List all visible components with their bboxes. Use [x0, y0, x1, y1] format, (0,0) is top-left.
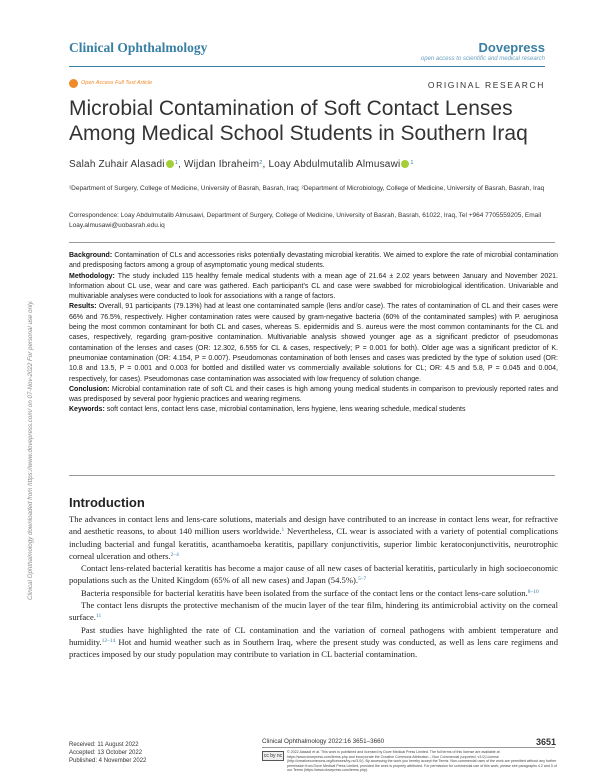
paragraph-text: Nevertheless, CL wear is associated with a variety of potential complications including bacterial and fungal keratitis, acanthamoeba keratitis, papillary conjunctivitis, superior limbic keratoconjunctivitis, neurotrophic corneal ulceration and others.	[69, 526, 558, 561]
correspondence: Correspondence: Loay Abdulmutalib Almusawi, Department of Surgery, College of Medicine, University of Basrah, Basrah, 61022, Iraq, Tel +964 7705559205, Email Loay.almusawi@uobasrah.edu.iq	[69, 212, 542, 229]
affiliation-ref: 1	[174, 160, 178, 166]
published-date: Published: 4 November 2022	[69, 757, 147, 764]
abstract-text: The study included 115 healthy female medical students with a mean age of 21.64 ± 2.02 years between January and November 2021. Information about CL use, wear and care was gathered. Each participant's CL and case were swabbed for microbiological identification. Univariable and multivariable analyses were conducted to look for associations with a range of factors.	[69, 272, 558, 301]
author-list: Salah Zuhair Alasadi $^1$, Wijdan Ibraheim$^2$, Loay Abdulmutalib Almusawi $^1$	[69, 159, 414, 170]
paragraph-text: Contact lens-related bacterial keratitis has become a major cause of all new cases of bacterial keratitis, particularly in high socioeconomic populations such as the United Kingdom (65% of all new cases) and Japan (54.5%).	[69, 563, 558, 586]
paragraph-text: Hot and humid weather such as in Southern Iraq, where the present study was conducted, as well as lens care regimens and practices imposed by our study population may contribute to variation in CL bacterial contamination.	[69, 636, 558, 660]
abstract-background	[69, 251, 558, 272]
license-text: © 2022 Alasadi et al. This work is published and licensed by Dove Medical Press Limited. The full terms of this license are available at https://www.dovepress.com/terms.php and incorporate the Creative Commons Attribution – Non Commercial (unported, v3.0) License (http://creativecommons.org/licenses/by-nc/3.0/). By accessing the work you hereby accept the Terms. Non-commercial uses of the work are permitted without any further permission from Dove Medical Press Limited, provided the work is properly attributed. For permission for commercial use of this work, please see paragraphs 4.2 and 5 of our Terms (https://www.dovepress.com/terms.php).	[287, 750, 557, 773]
affiliation-ref: 1	[410, 160, 414, 166]
abstract-bottom-rule	[69, 475, 555, 476]
abstract-top-rule	[69, 242, 555, 243]
abstract-text: Microbial contamination rate of soft CL and their cases is high among young medical students in comparison to previously reported rates and was predisposed by several poor hygienic practices and wearing regimens.	[69, 385, 558, 404]
cc-license-icon[interactable]: cc by nc	[263, 753, 283, 759]
publisher-tagline: open access to scientific and medical research	[420, 56, 545, 62]
paragraph-text: The advances in contact lens and lens-care solutions, materials and design have contributed to an increase in contact lens wear, for refractive and aesthetic reasons, to about 140 million users worldwide.	[69, 514, 558, 537]
paragraph-text: The contact lens disrupts the protective mechanism of the mucin layer of the tear film, hindering its antimicrobial activity on the corneal surface.	[69, 600, 558, 623]
citation-ref[interactable]: 8–10	[527, 588, 539, 595]
affiliations: ¹Department of Surgery, College of Medicine, University of Basrah, Basrah, Iraq; ²Department of Microbiology, College of Medicine, University of Basrah, Basrah, Iraq	[69, 185, 545, 192]
abstract-label: Methodology:	[69, 272, 115, 280]
footer-citation: Clinical Ophthalmology 2022:16 3651–3660	[262, 738, 385, 745]
author-name[interactable]: Salah Zuhair Alasadi	[69, 159, 165, 170]
publisher-logo[interactable]: Dovepress	[478, 40, 545, 55]
paragraph	[69, 587, 558, 599]
received-date: Received: 11 August 2022	[69, 742, 139, 748]
abstract-keywords	[69, 405, 558, 415]
abstract-results	[69, 302, 558, 384]
footer-divider	[262, 747, 555, 748]
paragraph-text: Past studies have highlighted the rate of CL contamination and the variation of corneal pathogens with ambient temperature and humidity.	[69, 624, 558, 647]
header-divider	[69, 66, 545, 67]
abstract-label: Conclusion:	[69, 385, 110, 393]
orcid-icon[interactable]	[401, 160, 409, 168]
citation-ref[interactable]: 2–4	[170, 551, 179, 558]
paragraph	[69, 599, 558, 624]
journal-name[interactable]: Clinical Ophthalmology	[69, 40, 208, 55]
paragraph	[69, 513, 558, 562]
paragraph-text: Bacteria responsible for bacterial keratitis have been isolated from the surface of the contact lens or the contact lens-care solution.	[81, 587, 528, 598]
abstract-text: soft contact lens, contact lens case, microbial contamination, lens hygiene, lens wearing schedule, medical students	[106, 406, 466, 414]
accepted-date: Accepted: 13 October 2022	[69, 749, 143, 756]
open-access-icon	[69, 79, 78, 88]
abstract-methodology	[69, 272, 558, 303]
article-title: Microbial Contamination of Soft Contact Lenses Among Medical School Students in Southern Iraq	[69, 97, 528, 145]
abstract-label: Background:	[69, 252, 113, 259]
abstract-text: Overall, 91 participants (79.13%) had at least one contaminated sample (lens and/or case). The rates of contamination of CL and their cases were 66% and 76.5%, respectively. Higher contamination rates were caused by gram-negative bacteria (60% of the contaminated samples) with P. aeruginosa being the most common contaminant for both CL and cases, whereas S. epidermidis and S. aureus were the most common contaminants for the CL and cases, respectively, regarding gram-positive contamination. Multivariable analysis showed younger age as a significant predictor of pseudomonas contamination of the lenses and cases (OR: 12.302, 6.555 for CL & cases, respectively; P = 0.001 for both). Older age was a significant predictor of K. pneumoniae contamination (OR: 4.154, P = 0.007). Pseudomonas contamination of both lenses and cases was predicted by the type of solution used (OR: 10.8 and 13.5, P = 0.001 and 0.003 for bottled and distilled water vs commercially available solutions for CL; OR: 4.5 and 5.8, P = 0.045 and 0.004, respectively, for cases). Pseudomonas case contamination was associated with low frequency of solution change.	[69, 303, 558, 383]
affiliation-ref: 2	[259, 160, 263, 166]
open-access-label: Open Access Full Text Article	[81, 80, 153, 86]
orcid-icon[interactable]	[166, 160, 174, 168]
abstract-label: Keywords:	[69, 406, 105, 414]
page-number: 3651	[536, 737, 557, 747]
paragraph	[69, 624, 558, 661]
abstract-text: Contamination of CLs and accessories risks potentially devastating microbial keratitis. We aimed to explore the rate of microbial contamination and predisposing factors among a group of asymptomatic young medical students.	[69, 252, 558, 270]
article-dates	[69, 742, 146, 765]
abstract	[69, 251, 558, 416]
abstract-conclusion	[69, 385, 558, 406]
citation-ref[interactable]: 12–14	[101, 637, 116, 644]
download-watermark: Clinical Ophthalmology downloaded from https://www.dovepress.com/ on 07-Nov-2022 For personal use only.	[27, 300, 34, 600]
citation-ref[interactable]: 1	[281, 527, 285, 534]
article-section: ORIGINAL RESEARCH	[427, 80, 545, 90]
paragraph	[69, 562, 558, 587]
section-heading: Introduction	[69, 495, 145, 510]
citation-ref[interactable]: 5–7	[358, 576, 367, 583]
author-name[interactable]: Loay Abdulmutalib Almusawi	[268, 159, 401, 170]
citation-ref[interactable]: 11	[95, 613, 102, 620]
introduction-body	[69, 513, 558, 661]
abstract-label: Results:	[69, 303, 97, 311]
author-name[interactable]: Wijdan Ibraheim	[183, 159, 260, 170]
